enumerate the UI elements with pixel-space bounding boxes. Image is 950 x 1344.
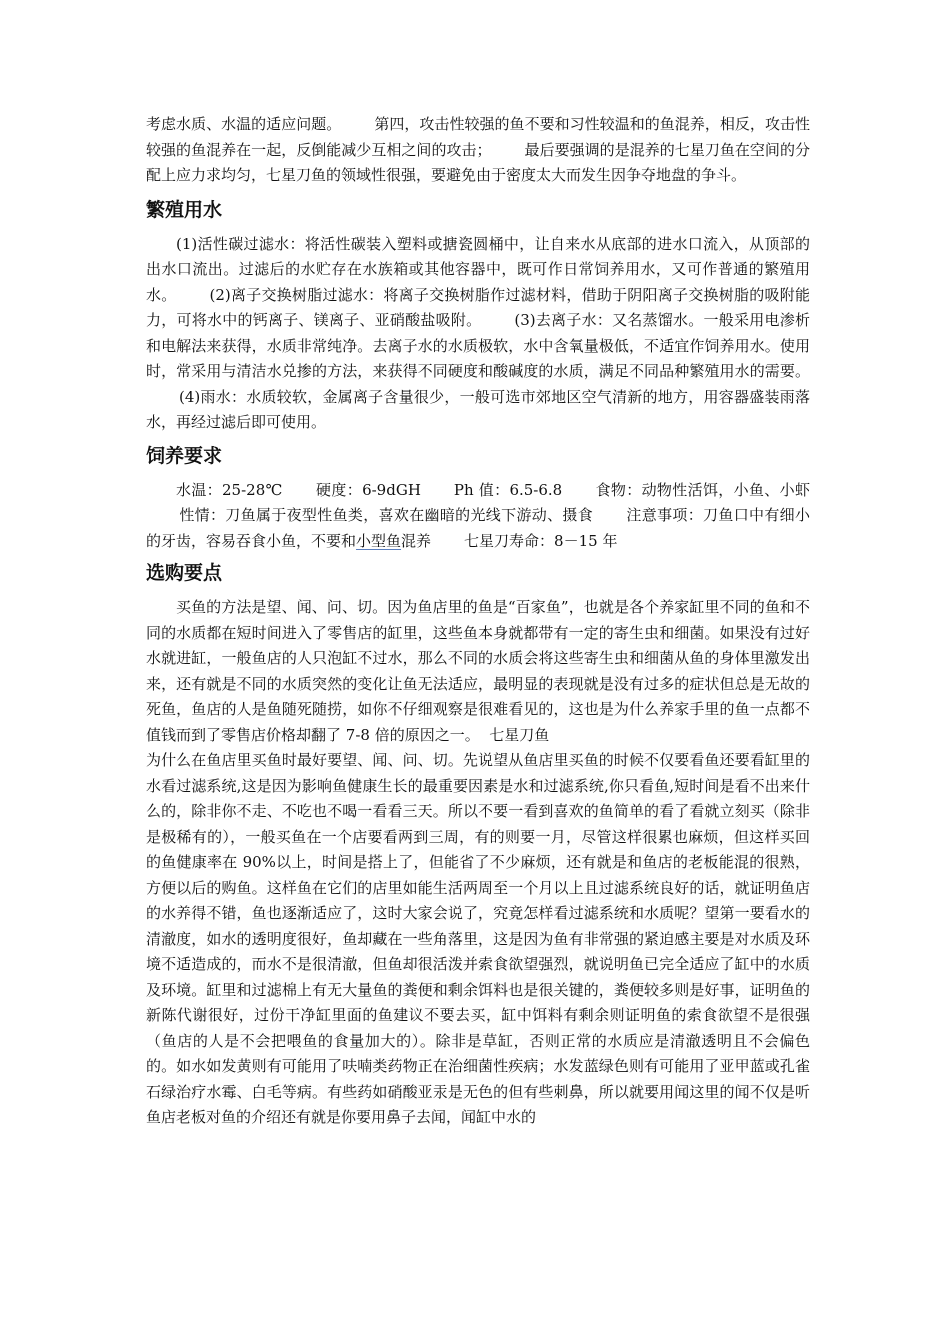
heading-buying: 选购要点 (146, 562, 223, 584)
heading-feeding: 饲养要求 (146, 444, 223, 467)
heading-breeding-water: 繁殖用水 (146, 198, 223, 221)
feeding-temperature: 水温：25-28℃ (176, 480, 283, 499)
feeding-paragraph (146, 478, 810, 555)
feeding-notes-text-end: 混养 (401, 531, 432, 550)
feeding-lifespan: 七星刀寿命：8－15 年 (464, 531, 618, 550)
feeding-ph: Ph 值：6.5-6.8 (453, 480, 563, 499)
feeding-notes-text: 注意事项：刀鱼口中有细小的牙齿，容易吞食小鱼，不要和 (146, 506, 810, 550)
breeding-water-item-1: (1)活性碳过滤水：将活性碳装入塑料或搪瓷圆桶中，让自来水从底部的进水口流入，从顶部的出水口流出。过滤后的水贮存在水族箱或其他容器中，既可作日常饲养用水，又可作普通的繁殖用水。 (146, 234, 810, 304)
feeding-food: 食物：动物性活饵，小鱼、小虾 (595, 480, 810, 499)
breeding-water-item-3: (3)去离子水：又名蒸馏水。一般采用电渗析和电解法来获得，水质非常纯净。去离子水的水质极软，水中含氧量极低，不适宜作饲养用水。使用时，常采用与清洁水兑掺的方法，来获得不同硬度和酸碱度的水质，满足不同品种繁殖用水的需要。 (146, 311, 810, 380)
buying-text-1-tail: 七星刀鱼 (489, 725, 550, 744)
feeding-hardness: 硬度：6-9dGH (315, 480, 421, 499)
breeding-water-item-4: (4)雨水：水质较软，金属离子含量很少，一般可选市郊地区空气清新的地方，用容器盛装雨落水，再经过滤后即可使用。 (146, 387, 810, 431)
intro-sentence-2: 第四，攻击性较强的鱼不要和习性较温和的鱼混养，相反，攻击性较强的鱼混养在一起，反倒能减少互相之间的攻击； (146, 115, 810, 159)
buying-paragraph-2: 为什么在鱼店里买鱼时最好要望、闻、问、切。先说望从鱼店里买鱼的时候不仅要看鱼还要看缸里的水看过滤系统,这是因为影响鱼健康生长的最重要因素是水和过滤系统,你只看鱼,短时间是看不出来什么的，除非你不走、不吃也不喝一看看三天。所以不要一看到喜欢的鱼简单的看了看就立刻买（除非是极稀有的），一般买鱼在一个店要看两到三周，有的则要一月，尽管这样很累也麻烦，但这样买回的鱼健康率在 90%以上，时间是搭上了，但能省了不少麻烦，还有就是和鱼店的老板能混的很熟，方便以后的购鱼。这样鱼在它们的店里如能生活两周至一个月以上且过滤系统良好的话，就证明鱼店的水养得不错，鱼也逐渐适应了，这时大家会说了，究竟怎样看过滤系统和水质呢？望第一要看水的清澈度，如水的透明度很好，鱼却藏在一些角落里，这是因为鱼有非常强的紧迫感主要是对水质及环境不适造成的，而水不是很清澈，但鱼却很活泼并索食欲望强烈，就说明鱼已完全适应了缸中的水质及环境。缸里和过滤棉上有无大量鱼的粪便和剩余饵料也是很关键的，粪便较多则是好事，证明鱼的新陈代谢很好，过份干净缸里面的鱼建议不要去买，缸中饵料有剩余则证明鱼的索食欲望不是很强（鱼店的人是不会把喂鱼的食量加大的）。除非是草缸，否则正常的水质应是清澈透明且不会偏色的。如水如发黄则有可能用了呋喃类药物正在治细菌性疾病；水发蓝绿色则有可能用了亚甲蓝或孔雀石绿治疗水霉、白毛等病。有些药如硝酸亚汞是无色的但有些刺鼻，所以就要用闻这里的闻不仅是听鱼店老板对鱼的介绍还有就是你要用鼻子去闻，闻缸中水的 (146, 751, 810, 1126)
feeding-nature: 性情：刀鱼属于夜型性鱼类，喜欢在幽暗的光线下游动、摄食 (179, 506, 594, 524)
small-fish-link[interactable]: 小型鱼 (356, 531, 402, 550)
intro-sentence-1: 考虑水质、水温的适应问题。 (146, 115, 342, 133)
intro-sentence-3: 最后要强调的是混养的七星刀鱼在空间的分配上应力求均匀，七星刀鱼的领域性很强，要避免由于密度太大而发生因争夺地盘的争斗。 (146, 140, 810, 184)
buying-text-1: 买鱼的方法是望、闻、问、切。因为鱼店里的鱼是“百家鱼”，也就是各个养家缸里不同的鱼和不同的水质都在短时间进入了零售店的缸里，这些鱼本身就都带有一定的寄生虫和细菌。如果没有过好水就进缸，一般鱼店的人只泡缸不过水，那么不同的水质会将这些寄生虫和细菌从鱼的身体里激发出来，还有就是不同的水质突然的变化让鱼无法适应，最明显的表现就是没有过多的症状但总是无故的死鱼，鱼店的人是鱼随死随捞，如你不仔细观察是很难看见的，这也是为什么养家手里的鱼一点都不值钱而到了零售店价格却翻了 7-8 倍的原因之一。 (146, 598, 810, 744)
breeding-water-item-2: (2)离子交换树脂过滤水：将离子交换树脂作过滤材料，借助于阴阳离子交换树脂的吸附能力，可将水中的钙离子、镁离子、亚硝酸盐吸附。 (146, 285, 810, 329)
buying-paragraph-1 (146, 595, 810, 748)
breeding-water-paragraph (146, 232, 810, 436)
document-page (146, 112, 810, 1131)
intro-paragraph (146, 112, 810, 189)
